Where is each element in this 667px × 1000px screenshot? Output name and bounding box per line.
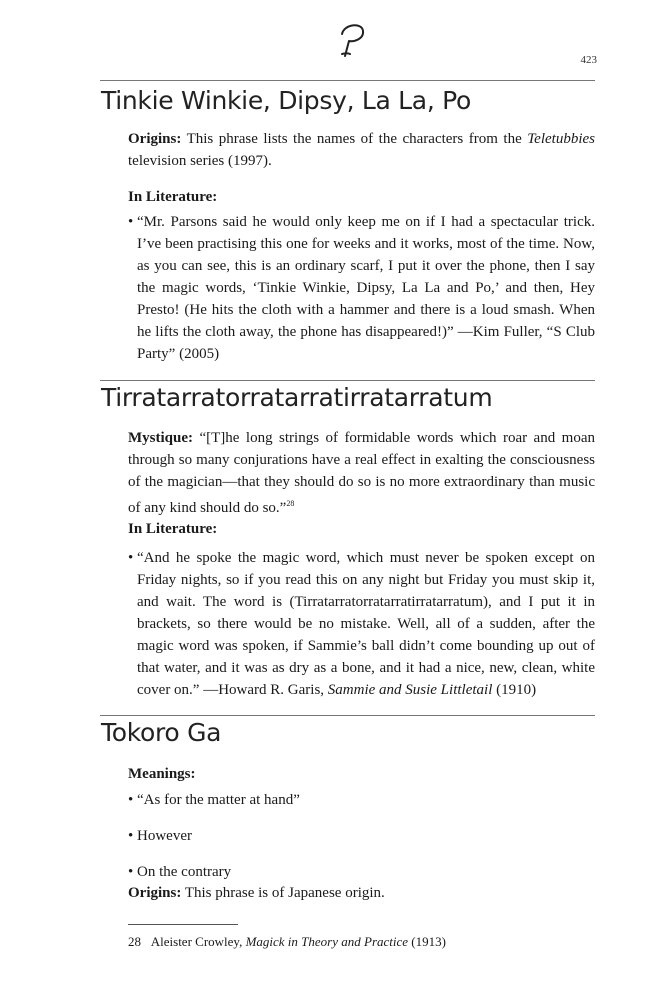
section-divider: [100, 715, 595, 716]
meanings-label: Meanings:: [128, 766, 196, 782]
origins-paragraph: [128, 882, 595, 904]
origins-text: This phrase is of Japanese origin.: [184, 885, 385, 901]
footnote-year: (1913): [408, 934, 446, 949]
quote-text-post: (1910): [492, 682, 537, 698]
literature-label: In Literature:: [128, 521, 218, 537]
literature-list: [128, 211, 595, 365]
footnote-divider: [128, 924, 238, 925]
section-divider: [100, 380, 595, 381]
footnote-author: Aleister Crowley,: [150, 934, 246, 949]
list-item: • “And he spoke the magic word, which must never be spoken except on Friday nights, so if you read this on any night but Friday you must skip it, and wait. The word is (Tirratarratorratarratirratarratum), and I put it in brackets, so there would be no mistake. Well, all of a sudden, after the magic word was spoken, if Sammie’s ball didn’t come bounding up out of that water, and it was as dry as a bone, and it had a nice, new, clean, white cover on.” —Howard R. Garis, Sammie and Susie Littletail (1910): [128, 550, 595, 698]
list-item: • However: [128, 828, 192, 844]
page-letter-glyph: [336, 20, 368, 62]
quote-text: “Mr. Parsons said he would only keep me on if I had a spectacular trick. I’ve been practising this one for weeks and it works, most of the time. Now, as you can see, this is an ordinary scarf, I put it over the phone, then I say the magic words, ‘Tinkie Winkie, Dipsy, La La and Po,’ and then, Hey Presto! (He hits the cloth with a hammer and there is a loud smash. When he lifts the cloth away, the phone has disappeared!)” —Kim Fuller, “S Club Party” (2005): [137, 214, 595, 362]
entry-title: Tirratarratorratarratirratarratum: [101, 383, 493, 412]
origins-paragraph: [128, 128, 595, 172]
entry-title: Tinkie Winkie, Dipsy, La La, Po: [101, 86, 471, 115]
origins-text-post: television series (1997).: [128, 153, 272, 169]
literature-label: In Literature:: [128, 189, 218, 205]
list-item: • On the contrary: [128, 864, 232, 880]
meanings-list: [128, 789, 595, 897]
meaning-text: However: [137, 828, 192, 844]
origins-label: Origins:: [128, 885, 182, 901]
origins-italic: Teletubbies: [527, 131, 595, 147]
mystique-text: “[T]he long strings of formidable words which roar and moan through so many conjurations have a real effect in exalting the consciousness of the magician—that they should do so is no more extraordinary than music of any kind should do so.”: [128, 430, 596, 516]
quote-italic: Sammie and Susie Littletail: [327, 682, 493, 698]
footnote-title: Magick in Theory and Practice: [245, 934, 409, 949]
mystique-label: Mystique:: [128, 430, 193, 446]
meaning-text: On the contrary: [137, 864, 232, 880]
footnote-number: 28: [128, 934, 141, 949]
quote-text: “And he spoke the magic word, which must never be spoken except on Friday nights, so if you read this on any night but Friday you must skip it, and wait. The word is (Tirratarratorratarratirratarratum), and I put it in brackets, so there would be no mistake. Well, all of a sudden, after the magic word was spoken, if Sammie’s ball didn’t come bounding up out of that water, and it was as dry as a bone, and it had a nice, new, clean, white cover on.” —Howard R. Garis,: [137, 550, 595, 698]
list-item: • “As for the matter at hand”: [128, 792, 300, 808]
origins-text: This phrase lists the names of the characters from the: [186, 131, 528, 147]
entry-title: Tokoro Ga: [101, 718, 222, 747]
list-item: • “Mr. Parsons said he would only keep me on if I had a spectacular trick. I’ve been practising this one for weeks and it works, most of the time. Now, as you can see, this is an ordinary scarf, I put it over the phone, then I say the magic words, ‘Tinkie Winkie, Dipsy, La La and Po,’ and then, Hey Presto! (He hits the cloth with a hammer and there is a loud smash. When he lifts the cloth away, the phone has disappeared!)” —Kim Fuller, “S Club Party” (2005): [128, 214, 595, 362]
mystique-paragraph: [128, 427, 595, 519]
footnote-ref: 28: [286, 499, 295, 508]
footnote: [128, 934, 446, 950]
meaning-text: “As for the matter at hand”: [137, 792, 300, 808]
page-number: 423: [580, 54, 597, 66]
section-divider: [100, 80, 595, 81]
literature-list: [128, 547, 595, 701]
origins-label: Origins:: [128, 131, 182, 147]
